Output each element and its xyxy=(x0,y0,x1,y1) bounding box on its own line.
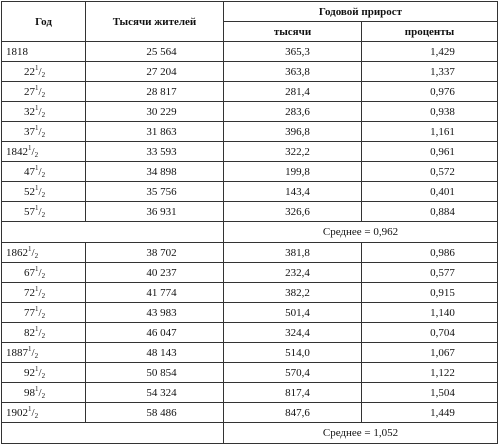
fraction-denominator: 2 xyxy=(41,170,46,179)
growth-percent-cell: 0,401 xyxy=(362,182,498,202)
fraction-slash: / xyxy=(31,145,35,158)
growth-percent-cell: 0,938 xyxy=(362,102,498,122)
growth-thousands-cell: 381,8 xyxy=(224,243,362,263)
fraction-denominator: 2 xyxy=(41,110,46,119)
year-cell xyxy=(2,243,86,263)
growth-thousands-cell: 322,2 xyxy=(224,142,362,162)
fraction-slash: / xyxy=(38,185,42,198)
fraction-numerator: 1 xyxy=(35,264,39,273)
population-cell: 33 593 xyxy=(86,142,224,162)
growth-thousands-cell: 281,4 xyxy=(224,82,362,102)
fraction-numerator: 1 xyxy=(28,143,32,152)
growth-percent-cell: 1,067 xyxy=(362,343,498,363)
year-cell xyxy=(2,82,86,102)
half-fraction xyxy=(35,324,46,340)
half-fraction xyxy=(35,384,46,400)
population-cell: 25 564 xyxy=(86,42,224,62)
growth-percent-cell: 1,449 xyxy=(362,403,498,423)
growth-thousands-cell: 382,2 xyxy=(224,283,362,303)
fraction-denominator: 2 xyxy=(41,190,46,199)
fraction-denominator: 2 xyxy=(41,90,46,99)
year-cell xyxy=(2,42,86,62)
average-row xyxy=(2,423,498,444)
table-row xyxy=(2,243,498,263)
population-cell: 43 983 xyxy=(86,303,224,323)
population-cell: 38 702 xyxy=(86,243,224,263)
year-value: 98 xyxy=(24,386,35,399)
year-cell xyxy=(2,363,86,383)
fraction-numerator: 1 xyxy=(35,284,39,293)
population-cell: 58 486 xyxy=(86,403,224,423)
year-value: 47 xyxy=(24,165,35,178)
table-row xyxy=(2,263,498,283)
year-value: 82 xyxy=(24,326,35,339)
fraction-slash: / xyxy=(38,306,42,319)
year-cell xyxy=(2,263,86,283)
half-fraction xyxy=(35,304,46,320)
table-row xyxy=(2,323,498,343)
table-row xyxy=(2,42,498,62)
year-value: 1887 xyxy=(6,346,28,359)
fraction-denominator: 2 xyxy=(34,251,39,260)
half-fraction xyxy=(35,203,46,219)
average-blank-cell xyxy=(2,423,224,444)
fraction-slash: / xyxy=(38,266,42,279)
year-value: 77 xyxy=(24,306,35,319)
fraction-numerator: 1 xyxy=(35,103,39,112)
table-row xyxy=(2,383,498,403)
growth-thousands-cell: 363,8 xyxy=(224,62,362,82)
fraction-numerator: 1 xyxy=(35,304,39,313)
year-value: 22 xyxy=(24,65,35,78)
population-cell: 36 931 xyxy=(86,202,224,222)
fraction-numerator: 1 xyxy=(35,384,39,393)
population-cell: 35 756 xyxy=(86,182,224,202)
year-cell xyxy=(2,283,86,303)
fraction-denominator: 2 xyxy=(41,130,46,139)
table-body xyxy=(2,42,498,444)
population-cell: 54 324 xyxy=(86,383,224,403)
year-cell xyxy=(2,202,86,222)
fraction-slash: / xyxy=(38,125,42,138)
growth-percent-cell: 0,976 xyxy=(362,82,498,102)
year-cell xyxy=(2,383,86,403)
growth-percent-cell: 0,572 xyxy=(362,162,498,182)
table-row xyxy=(2,102,498,122)
table-row xyxy=(2,142,498,162)
growth-percent-cell: 1,161 xyxy=(362,122,498,142)
fraction-denominator: 2 xyxy=(41,210,46,219)
year-cell xyxy=(2,122,86,142)
fraction-numerator: 1 xyxy=(35,123,39,132)
table-row xyxy=(2,343,498,363)
half-fraction xyxy=(28,244,39,260)
year-value: 32 xyxy=(24,105,35,118)
growth-thousands-cell: 365,3 xyxy=(224,42,362,62)
header-annual-growth: Годовой прирост xyxy=(224,2,498,22)
half-fraction xyxy=(35,183,46,199)
table-row xyxy=(2,403,498,423)
population-cell: 27 204 xyxy=(86,62,224,82)
fraction-numerator: 1 xyxy=(35,203,39,212)
population-cell: 50 854 xyxy=(86,363,224,383)
fraction-numerator: 1 xyxy=(35,63,39,72)
half-fraction xyxy=(35,264,46,280)
fraction-slash: / xyxy=(38,366,42,379)
fraction-slash: / xyxy=(38,165,42,178)
year-value: 37 xyxy=(24,125,35,138)
fraction-denominator: 2 xyxy=(41,391,46,400)
growth-percent-cell: 0,961 xyxy=(362,142,498,162)
fraction-slash: / xyxy=(38,286,42,299)
fraction-numerator: 1 xyxy=(28,244,32,253)
fraction-denominator: 2 xyxy=(41,371,46,380)
year-cell xyxy=(2,303,86,323)
fraction-slash: / xyxy=(31,246,35,259)
growth-thousands-cell: 232,4 xyxy=(224,263,362,283)
year-value: 67 xyxy=(24,266,35,279)
half-fraction xyxy=(35,83,46,99)
average-blank-cell xyxy=(2,222,224,243)
half-fraction xyxy=(35,103,46,119)
fraction-numerator: 1 xyxy=(28,404,32,413)
table-row xyxy=(2,202,498,222)
fraction-slash: / xyxy=(38,65,42,78)
average-value-cell: Среднее = 1,052 xyxy=(224,423,498,444)
growth-thousands-cell: 324,4 xyxy=(224,323,362,343)
growth-percent-cell: 1,429 xyxy=(362,42,498,62)
growth-thousands-cell: 199,8 xyxy=(224,162,362,182)
fraction-denominator: 2 xyxy=(41,331,46,340)
population-cell: 40 237 xyxy=(86,263,224,283)
half-fraction xyxy=(28,404,39,420)
growth-percent-cell: 0,704 xyxy=(362,323,498,343)
table-row xyxy=(2,122,498,142)
fraction-denominator: 2 xyxy=(34,351,39,360)
fraction-numerator: 1 xyxy=(28,344,32,353)
year-cell xyxy=(2,142,86,162)
fraction-denominator: 2 xyxy=(34,411,39,420)
fraction-slash: / xyxy=(38,85,42,98)
half-fraction xyxy=(35,284,46,300)
header-year: Год xyxy=(2,2,86,42)
average-value-cell: Среднее = 0,962 xyxy=(224,222,498,243)
fraction-slash: / xyxy=(38,386,42,399)
growth-percent-cell: 1,504 xyxy=(362,383,498,403)
fraction-slash: / xyxy=(31,346,35,359)
fraction-numerator: 1 xyxy=(35,364,39,373)
year-value: 57 xyxy=(24,205,35,218)
table-row xyxy=(2,82,498,102)
year-cell xyxy=(2,343,86,363)
population-cell: 41 774 xyxy=(86,283,224,303)
year-value: 72 xyxy=(24,286,35,299)
growth-thousands-cell: 847,6 xyxy=(224,403,362,423)
half-fraction xyxy=(35,163,46,179)
year-value: 1902 xyxy=(6,406,28,419)
year-value: 1862 xyxy=(6,246,28,259)
table-row xyxy=(2,62,498,82)
header-percent: проценты xyxy=(362,22,498,42)
growth-percent-cell: 0,986 xyxy=(362,243,498,263)
fraction-numerator: 1 xyxy=(35,83,39,92)
fraction-slash: / xyxy=(38,205,42,218)
half-fraction xyxy=(35,63,46,79)
fraction-slash: / xyxy=(31,406,35,419)
fraction-slash: / xyxy=(38,105,42,118)
year-value: 92 xyxy=(24,366,35,379)
year-value: 52 xyxy=(24,185,35,198)
year-value: 27 xyxy=(24,85,35,98)
fraction-numerator: 1 xyxy=(35,163,39,172)
growth-percent-cell: 1,140 xyxy=(362,303,498,323)
population-cell: 48 143 xyxy=(86,343,224,363)
year-cell xyxy=(2,102,86,122)
growth-thousands-cell: 514,0 xyxy=(224,343,362,363)
half-fraction xyxy=(28,143,39,159)
year-cell xyxy=(2,323,86,343)
fraction-denominator: 2 xyxy=(41,311,46,320)
table-row xyxy=(2,283,498,303)
year-cell xyxy=(2,162,86,182)
fraction-denominator: 2 xyxy=(41,271,46,280)
growth-thousands-cell: 396,8 xyxy=(224,122,362,142)
population-cell: 31 863 xyxy=(86,122,224,142)
fraction-denominator: 2 xyxy=(41,70,46,79)
year-cell xyxy=(2,62,86,82)
half-fraction xyxy=(35,364,46,380)
growth-thousands-cell: 501,4 xyxy=(224,303,362,323)
year-value: 1818 xyxy=(6,45,28,58)
table-row xyxy=(2,182,498,202)
fraction-denominator: 2 xyxy=(34,150,39,159)
population-cell: 46 047 xyxy=(86,323,224,343)
year-value: 1842 xyxy=(6,145,28,158)
population-cell: 28 817 xyxy=(86,82,224,102)
growth-thousands-cell: 143,4 xyxy=(224,182,362,202)
population-growth-table xyxy=(1,1,498,444)
average-row xyxy=(2,222,498,243)
year-cell xyxy=(2,403,86,423)
table-row xyxy=(2,303,498,323)
growth-percent-cell: 1,122 xyxy=(362,363,498,383)
year-cell xyxy=(2,182,86,202)
growth-thousands-cell: 570,4 xyxy=(224,363,362,383)
population-cell: 30 229 xyxy=(86,102,224,122)
population-cell: 34 898 xyxy=(86,162,224,182)
half-fraction xyxy=(35,123,46,139)
growth-thousands-cell: 817,4 xyxy=(224,383,362,403)
table-row xyxy=(2,363,498,383)
fraction-denominator: 2 xyxy=(41,291,46,300)
table-row xyxy=(2,162,498,182)
fraction-numerator: 1 xyxy=(35,324,39,333)
growth-percent-cell: 0,884 xyxy=(362,202,498,222)
fraction-slash: / xyxy=(38,326,42,339)
growth-percent-cell: 0,577 xyxy=(362,263,498,283)
header-thousands: тысячи xyxy=(224,22,362,42)
fraction-numerator: 1 xyxy=(35,183,39,192)
half-fraction xyxy=(28,344,39,360)
growth-thousands-cell: 326,6 xyxy=(224,202,362,222)
growth-percent-cell: 1,337 xyxy=(362,62,498,82)
growth-thousands-cell: 283,6 xyxy=(224,102,362,122)
growth-percent-cell: 0,915 xyxy=(362,283,498,303)
header-population: Тысячи жителей xyxy=(86,2,224,42)
